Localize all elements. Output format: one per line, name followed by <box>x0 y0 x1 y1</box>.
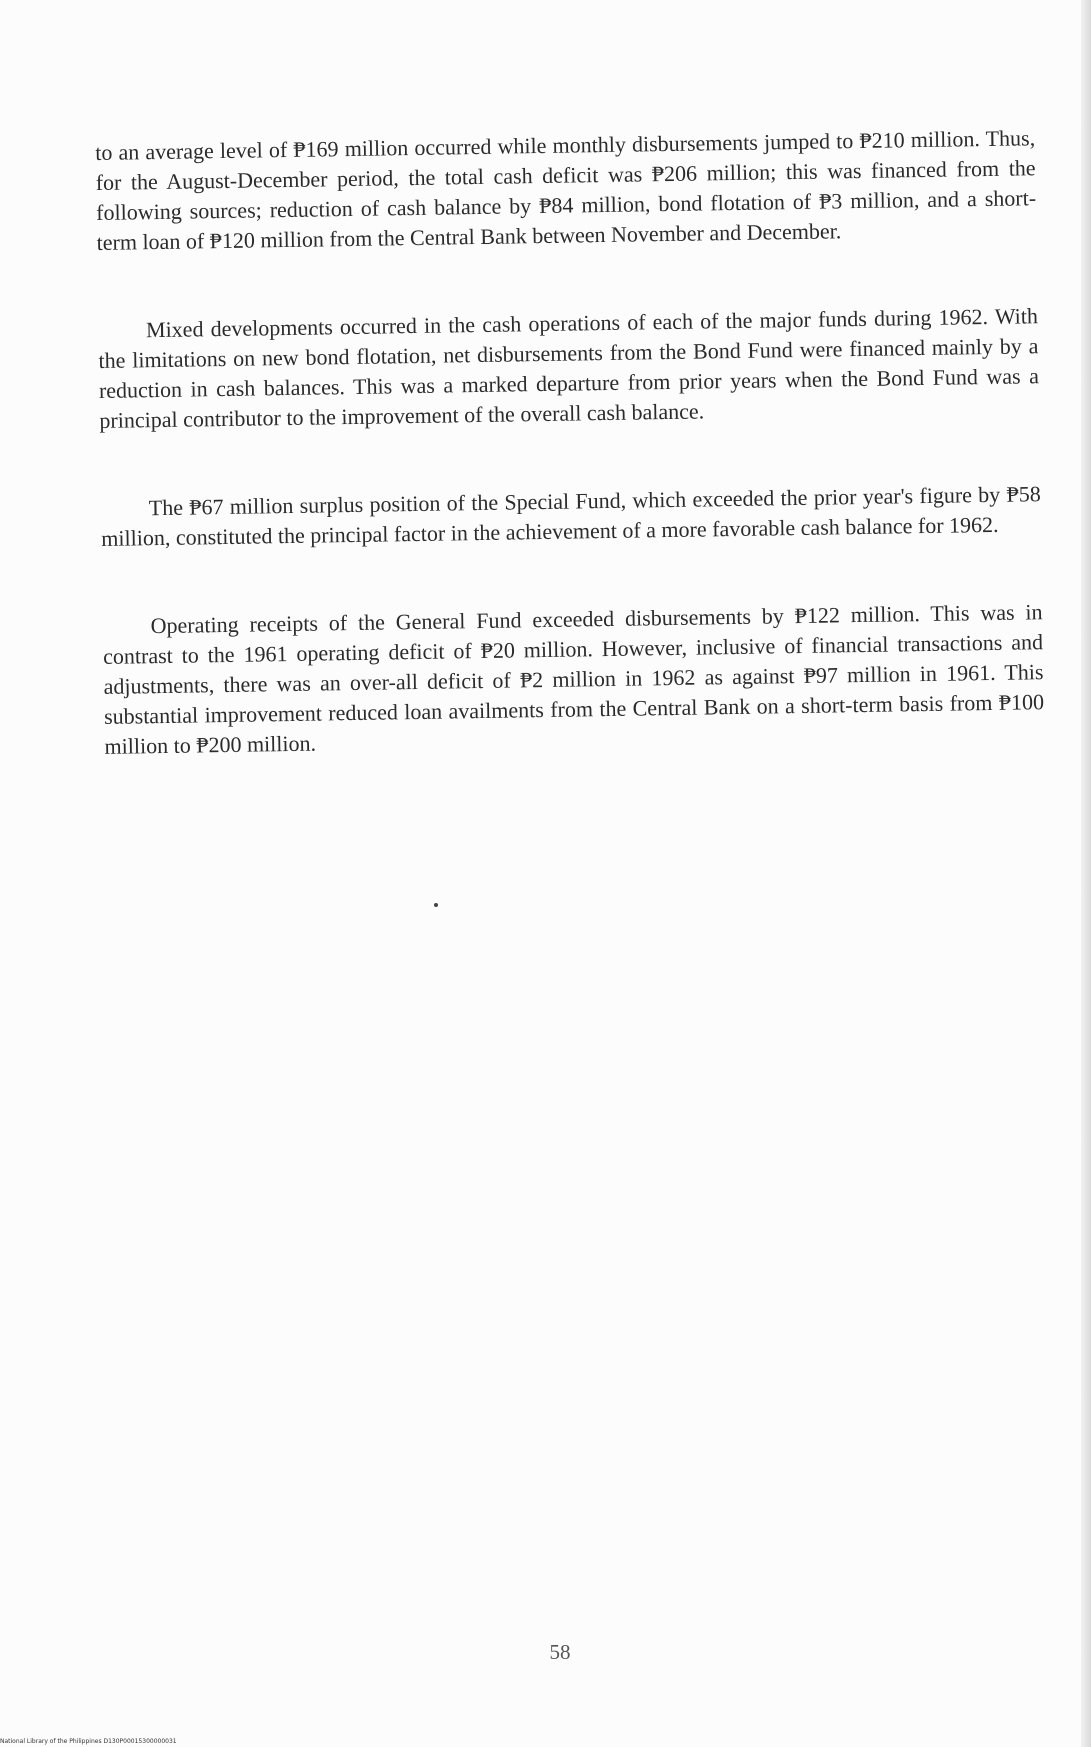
body-text <box>95 123 1046 820</box>
paragraph-special-fund: The ₱67 million surplus position of the Special Fund, which exceeded the prior year's figure by ₱58 million, constituted the principal factor in the achievement of a more favorable cash balance for 1962. <box>101 481 1041 551</box>
page-edge-shadow <box>1081 0 1091 1747</box>
stray-mark <box>434 903 438 907</box>
paragraph-continuation: to an average level of ₱169 million occurred while monthly disbursements jumped to ₱210 million. Thus, for the August-December period, the total cash deficit was ₱206 million; this was financed from the following sources; reduction of cash balance by ₱84 million, bond flotation of ₱3 million, and a short-term loan of ₱120 million from the Central Bank between November and December. <box>95 125 1037 255</box>
page-number: 58 <box>549 1640 571 1664</box>
paragraph-general-fund: Operating receipts of the General Fund exceeded disbursements by ₱122 million. This was in contrast to the 1961 operating deficit of ₱20 million. However, inclusive of financial transactions and adjustments, there was an over-all deficit of ₱2 million in 1962 as against ₱97 million in 1961. This substantial improvement reduced loan availments from the Central Bank on a short-term basis from ₱100 million to ₱200 million. <box>102 599 1045 759</box>
paragraph-mixed-developments: Mixed developments occurred in the cash operations of each of the major funds during 1962. With the limitations on new bond flotation, net disbursements from the Bond Fund were financed mainly by a reduction in cash balances. This was a marked departure from prior years when the Bond Fund was a principal contributor to the improvement of the overall cash balance. <box>98 303 1040 433</box>
scan-footer-label: National Library of the Philippines D130P00015300000031 <box>0 1738 177 1745</box>
